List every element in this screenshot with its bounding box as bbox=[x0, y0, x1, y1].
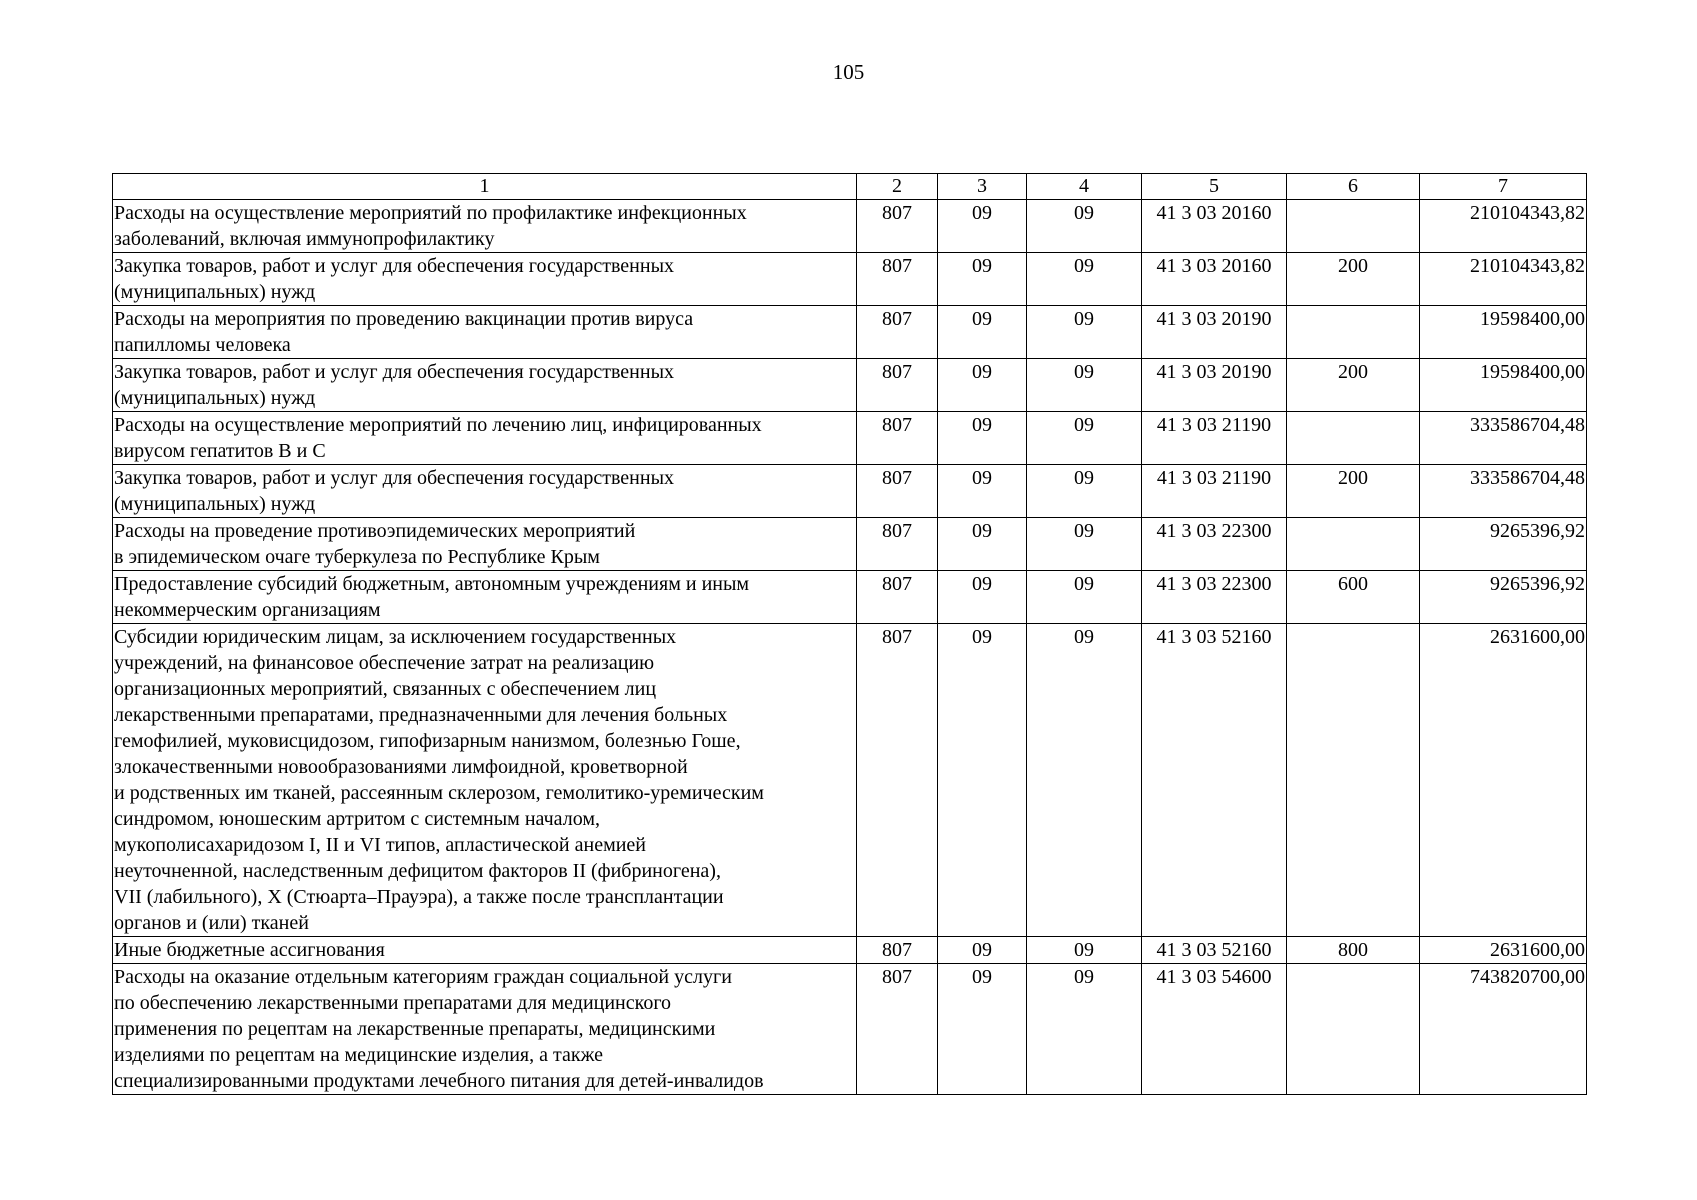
row-col-6 bbox=[1287, 200, 1420, 253]
row-col-6: 800 bbox=[1287, 937, 1420, 964]
row-col-3: 09 bbox=[938, 412, 1027, 465]
row-col-6: 200 bbox=[1287, 359, 1420, 412]
row-col-6: 600 bbox=[1287, 571, 1420, 624]
row-col-3: 09 bbox=[938, 306, 1027, 359]
row-col-2: 807 bbox=[857, 964, 938, 1095]
row-amount bbox=[1420, 624, 1587, 937]
row-description: Закупка товаров, работ и услуг для обеспечения государственных (муниципальных) нужд bbox=[113, 359, 857, 412]
row-col-2: 807 bbox=[857, 571, 938, 624]
page-number: 105 bbox=[832, 60, 865, 84]
amount-value: 210104343,82 bbox=[1470, 202, 1585, 224]
row-description: Расходы на оказание отдельным категориям граждан социальной услуги по обеспечению лекарственными препаратами для медицинского применения по рецептам на лекарственные препараты, медицинскими изделиями по рецептам на медицинские изделия, а также специализированными продуктами лечебного питания для детей-инвалидов bbox=[113, 964, 857, 1095]
table-row bbox=[113, 518, 1587, 571]
row-col-5: 41 3 03 21190 bbox=[1142, 412, 1287, 465]
amount-value: 2631600,00 bbox=[1490, 626, 1585, 648]
table-row bbox=[113, 412, 1587, 465]
row-col-4: 09 bbox=[1027, 253, 1142, 306]
table-row bbox=[113, 253, 1587, 306]
row-col-6: 200 bbox=[1287, 465, 1420, 518]
row-col-4: 09 bbox=[1027, 465, 1142, 518]
row-amount bbox=[1420, 465, 1587, 518]
row-col-2: 807 bbox=[857, 359, 938, 412]
header-col-1: 1 bbox=[113, 174, 857, 200]
amount-value: 9265396,92 bbox=[1490, 520, 1585, 542]
row-col-3: 09 bbox=[938, 624, 1027, 937]
row-col-5: 41 3 03 21190 bbox=[1142, 465, 1287, 518]
table-row bbox=[113, 937, 1587, 964]
row-col-4: 09 bbox=[1027, 412, 1142, 465]
row-col-5: 41 3 03 20190 bbox=[1142, 359, 1287, 412]
row-col-5: 41 3 03 20160 bbox=[1142, 200, 1287, 253]
row-col-5: 41 3 03 52160 bbox=[1142, 937, 1287, 964]
amount-value: 210104343,82 bbox=[1470, 255, 1585, 277]
table-row bbox=[113, 964, 1587, 1095]
header-col-2: 2 bbox=[857, 174, 938, 200]
row-amount bbox=[1420, 571, 1587, 624]
row-description: Субсидии юридическим лицам, за исключением государственных учреждений, на финансовое обеспечение затрат на реализацию организационных мероприятий, связанных с обеспечением лиц лекарственными препаратами, предназначенными для лечения больных гемофилией, муковисцидозом, гипофизарным нанизмом, болезнью Гоше, злокачественными новообразованиями лимфоидной, кроветворной и родственных им тканей, рассеянным склерозом, гемолитико-уремическим синдромом, юношеским артритом с системным началом, мукополисахаридозом I, II и VI типов, апластической анемией неуточненной, наследственным дефицитом факторов II (фибриногена), VII (лабильного), X (Стюарта–Прауэра), а также после трансплантации органов и (или) тканей bbox=[113, 624, 857, 937]
row-amount bbox=[1420, 200, 1587, 253]
row-col-6 bbox=[1287, 518, 1420, 571]
header-col-3: 3 bbox=[938, 174, 1027, 200]
table-row bbox=[113, 306, 1587, 359]
amount-value: 333586704,48 bbox=[1470, 414, 1585, 436]
table-row bbox=[113, 571, 1587, 624]
row-description: Предоставление субсидий бюджетным, автономным учреждениям и иным некоммерческим организациям bbox=[113, 571, 857, 624]
header-row bbox=[113, 174, 1587, 200]
amount-value: 333586704,48 bbox=[1470, 467, 1585, 489]
row-col-3: 09 bbox=[938, 571, 1027, 624]
row-col-6 bbox=[1287, 624, 1420, 937]
row-amount bbox=[1420, 964, 1587, 1095]
row-col-2: 807 bbox=[857, 200, 938, 253]
row-col-3: 09 bbox=[938, 518, 1027, 571]
amount-value: 9265396,92 bbox=[1490, 573, 1585, 595]
row-description: Расходы на проведение противоэпидемических мероприятий в эпидемическом очаге туберкулеза по Республике Крым bbox=[113, 518, 857, 571]
amount-value: 743820700,00 bbox=[1470, 966, 1585, 988]
row-amount bbox=[1420, 306, 1587, 359]
row-col-5: 41 3 03 22300 bbox=[1142, 518, 1287, 571]
row-amount bbox=[1420, 518, 1587, 571]
row-col-3: 09 bbox=[938, 964, 1027, 1095]
row-col-5: 41 3 03 22300 bbox=[1142, 571, 1287, 624]
row-col-2: 807 bbox=[857, 253, 938, 306]
row-amount bbox=[1420, 359, 1587, 412]
row-col-6 bbox=[1287, 412, 1420, 465]
row-description: Закупка товаров, работ и услуг для обеспечения государственных (муниципальных) нужд bbox=[113, 465, 857, 518]
row-col-2: 807 bbox=[857, 412, 938, 465]
row-amount bbox=[1420, 937, 1587, 964]
row-col-3: 09 bbox=[938, 465, 1027, 518]
row-col-5: 41 3 03 20190 bbox=[1142, 306, 1287, 359]
table-row bbox=[113, 624, 1587, 937]
row-amount bbox=[1420, 253, 1587, 306]
amount-value: 19598400,00 bbox=[1480, 308, 1585, 330]
row-col-3: 09 bbox=[938, 359, 1027, 412]
row-col-4: 09 bbox=[1027, 518, 1142, 571]
row-col-6 bbox=[1287, 964, 1420, 1095]
row-col-4: 09 bbox=[1027, 624, 1142, 937]
table-body bbox=[113, 200, 1587, 1095]
header-col-7: 7 bbox=[1420, 174, 1587, 200]
row-col-2: 807 bbox=[857, 937, 938, 964]
row-col-6 bbox=[1287, 306, 1420, 359]
row-description: Расходы на осуществление мероприятий по профилактике инфекционных заболеваний, включая иммунопрофилактику bbox=[113, 200, 857, 253]
row-amount bbox=[1420, 412, 1587, 465]
row-col-5: 41 3 03 54600 bbox=[1142, 964, 1287, 1095]
table-row bbox=[113, 359, 1587, 412]
row-col-2: 807 bbox=[857, 518, 938, 571]
row-col-4: 09 bbox=[1027, 200, 1142, 253]
row-col-3: 09 bbox=[938, 937, 1027, 964]
amount-value: 19598400,00 bbox=[1480, 361, 1585, 383]
row-col-4: 09 bbox=[1027, 571, 1142, 624]
table-row bbox=[113, 465, 1587, 518]
row-col-4: 09 bbox=[1027, 964, 1142, 1095]
row-col-5: 41 3 03 20160 bbox=[1142, 253, 1287, 306]
amount-value: 2631600,00 bbox=[1490, 939, 1585, 961]
budget-table bbox=[112, 173, 1587, 1095]
row-col-6: 200 bbox=[1287, 253, 1420, 306]
row-col-3: 09 bbox=[938, 253, 1027, 306]
row-description: Закупка товаров, работ и услуг для обеспечения государственных (муниципальных) нужд bbox=[113, 253, 857, 306]
row-description: Расходы на мероприятия по проведению вакцинации против вируса папилломы человека bbox=[113, 306, 857, 359]
header-col-5: 5 bbox=[1142, 174, 1287, 200]
row-col-2: 807 bbox=[857, 306, 938, 359]
row-col-4: 09 bbox=[1027, 306, 1142, 359]
row-col-2: 807 bbox=[857, 624, 938, 937]
row-description: Иные бюджетные ассигнования bbox=[113, 937, 857, 964]
table-row bbox=[113, 200, 1587, 253]
header-col-4: 4 bbox=[1027, 174, 1142, 200]
header-col-6: 6 bbox=[1287, 174, 1420, 200]
row-col-3: 09 bbox=[938, 200, 1027, 253]
row-description: Расходы на осуществление мероприятий по лечению лиц, инфицированных вирусом гепатитов В и С bbox=[113, 412, 857, 465]
row-col-4: 09 bbox=[1027, 359, 1142, 412]
row-col-4: 09 bbox=[1027, 937, 1142, 964]
row-col-5: 41 3 03 52160 bbox=[1142, 624, 1287, 937]
row-col-2: 807 bbox=[857, 465, 938, 518]
